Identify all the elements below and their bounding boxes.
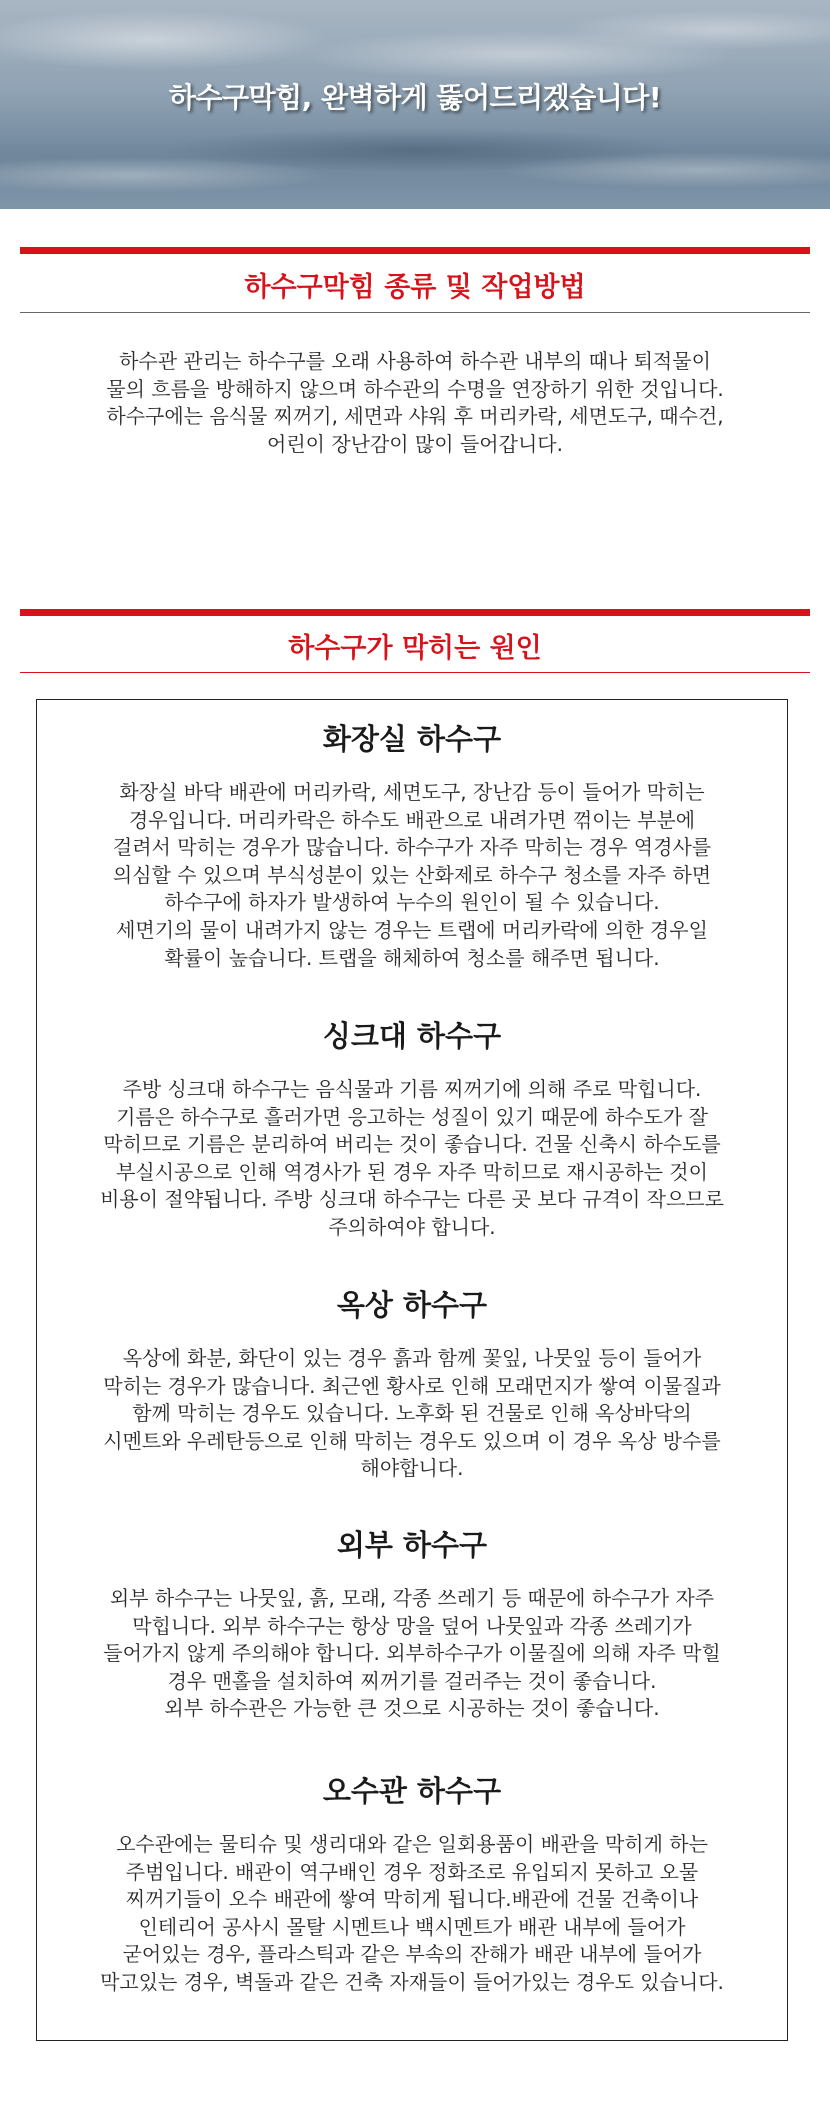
cause-title: 싱크대 하수구 [322, 1019, 502, 1053]
intro-line: 하수관 관리는 하수구를 오래 사용하여 하수관 내부의 때나 퇴적물이 [119, 349, 711, 373]
cause-title: 옥상 하수구 [336, 1288, 488, 1322]
cause-line: 외부 하수관은 가능한 큰 것으로 시공하는 것이 좋습니다. [164, 1696, 660, 1721]
hero-title: 하수구막힘, 완벽하게 뚫어드리겠습니다! [168, 81, 662, 114]
cause-line: 부실시공으로 인해 역경사가 된 경우 자주 막히므로 재시공하는 것이 [116, 1159, 708, 1184]
cause-description [37, 779, 787, 972]
section-divider-red [20, 247, 810, 254]
cause-line: 찌꺼기들이 오수 배관에 쌓여 막히게 됩니다.배관에 건물 건축이나 [125, 1887, 699, 1912]
cause-section [37, 1773, 787, 1997]
cause-line: 주범입니다. 배관이 역구배인 경우 정화조로 유입되지 못하고 오물 [125, 1859, 699, 1884]
cause-line: 막힙니다. 외부 하수구는 항상 망을 덮어 나뭇잎과 각종 쓰레기가 [132, 1613, 692, 1638]
cause-line: 확률이 높습니다. 트랩을 해체하여 청소를 해주면 됩니다. [164, 945, 660, 970]
cause-line: 막고있는 경우, 벽돌과 같은 건축 자재들이 들어가있는 경우도 있습니다. [100, 1969, 724, 1994]
cause-line: 굳어있는 경우, 플라스틱과 같은 부속의 잔해가 배관 내부에 들어가 [122, 1942, 702, 1967]
cause-section [37, 1287, 787, 1483]
cause-line: 하수구에 하자가 발생하여 누수의 원인이 될 수 있습니다. [164, 890, 660, 915]
cause-line: 걸려서 막히는 경우가 많습니다. 하수구가 자주 막히는 경우 역경사를 [112, 835, 712, 860]
cause-line: 의심할 수 있으며 부식성분이 있는 산화제로 하수구 청소를 자주 하면 [112, 862, 712, 887]
causes-box [36, 699, 788, 2041]
cause-line: 외부 하수구는 나뭇잎, 흙, 모래, 각종 쓰레기 등 때문에 하수구가 자주 [109, 1586, 715, 1610]
hero-banner [0, 0, 830, 209]
section-title-types: 하수구막힘 종류 및 작업방법 [244, 272, 586, 303]
cause-line: 주의하여야 합니다. [328, 1214, 496, 1239]
cause-line: 해야합니다. [360, 1456, 464, 1481]
cause-line: 막히는 경우가 많습니다. 최근엔 황사로 인해 모래먼지가 쌓여 이물질과 [103, 1373, 721, 1398]
cause-line: 막히므로 기름은 분리하여 버리는 것이 좋습니다. 건물 신축시 하수도를 [103, 1132, 721, 1157]
cause-description [37, 1345, 787, 1483]
cause-line: 오수관에는 물티슈 및 생리대와 같은 일회용품이 배관을 막히게 하는 [116, 1832, 708, 1856]
intro-paragraph [0, 348, 830, 458]
cause-line: 경우입니다. 머리카락은 하수도 배관으로 내려가면 꺾이는 부분에 [128, 807, 696, 832]
intro-line: 하수구에는 음식물 찌꺼기, 세면과 샤워 후 머리카락, 세면도구, 때수건, [106, 404, 724, 429]
cause-line: 함께 막히는 경우도 있습니다. 노후화 된 건물로 인해 옥상바닥의 [132, 1401, 692, 1426]
intro-line: 어린이 장난감이 많이 들어갑니다. [267, 431, 563, 456]
cause-section [37, 721, 787, 972]
intro-line: 물의 흐름을 방해하지 않으며 하수관의 수명을 연장하기 위한 것입니다. [106, 376, 724, 401]
cause-line: 기름은 하수구로 흘러가면 응고하는 성질이 있기 때문에 하수도가 잘 [116, 1104, 708, 1129]
cause-line: 경우 맨홀을 설치하여 찌꺼기를 걸러주는 것이 좋습니다. [167, 1668, 657, 1693]
section-divider-red [20, 609, 810, 616]
cause-title: 화장실 하수구 [322, 722, 502, 756]
cause-line: 들어가지 않게 주의해야 합니다. 외부하수구가 이물질에 의해 자주 막힐 [103, 1641, 721, 1666]
cause-description [37, 1076, 787, 1242]
cause-line: 세면기의 물이 내려가지 않는 경우는 트랩에 머리카락에 의한 경우일 [116, 917, 708, 942]
cause-line: 인테리어 공사시 몰탈 시멘트나 백시멘트가 배관 내부에 들어가 [138, 1914, 686, 1939]
cause-description [37, 1831, 787, 1997]
section-title-causes: 하수구가 막히는 원인 [288, 633, 542, 664]
cause-line: 주방 싱크대 하수구는 음식물과 기름 찌꺼기에 의해 주로 막힙니다. [122, 1077, 702, 1101]
cause-line: 화장실 바닥 배관에 머리카락, 세면도구, 장난감 등이 들어가 막히는 [119, 780, 705, 804]
cause-line: 옥상에 화분, 화단이 있는 경우 흙과 함께 꽃잎, 나뭇잎 등이 들어가 [122, 1346, 702, 1370]
cause-line: 비용이 절약됩니다. 주방 싱크대 하수구는 다른 곳 보다 규격이 작으므로 [100, 1187, 724, 1212]
cause-section [37, 1527, 787, 1723]
cause-line: 시멘트와 우레탄등으로 인해 막히는 경우도 있으며 이 경우 옥상 방수를 [103, 1428, 721, 1453]
cause-title: 오수관 하수구 [322, 1774, 502, 1808]
section-underline [20, 312, 810, 313]
cause-title: 외부 하수구 [336, 1528, 488, 1562]
cause-section [37, 1018, 787, 1242]
section-underline [20, 672, 810, 673]
cause-description [37, 1585, 787, 1723]
